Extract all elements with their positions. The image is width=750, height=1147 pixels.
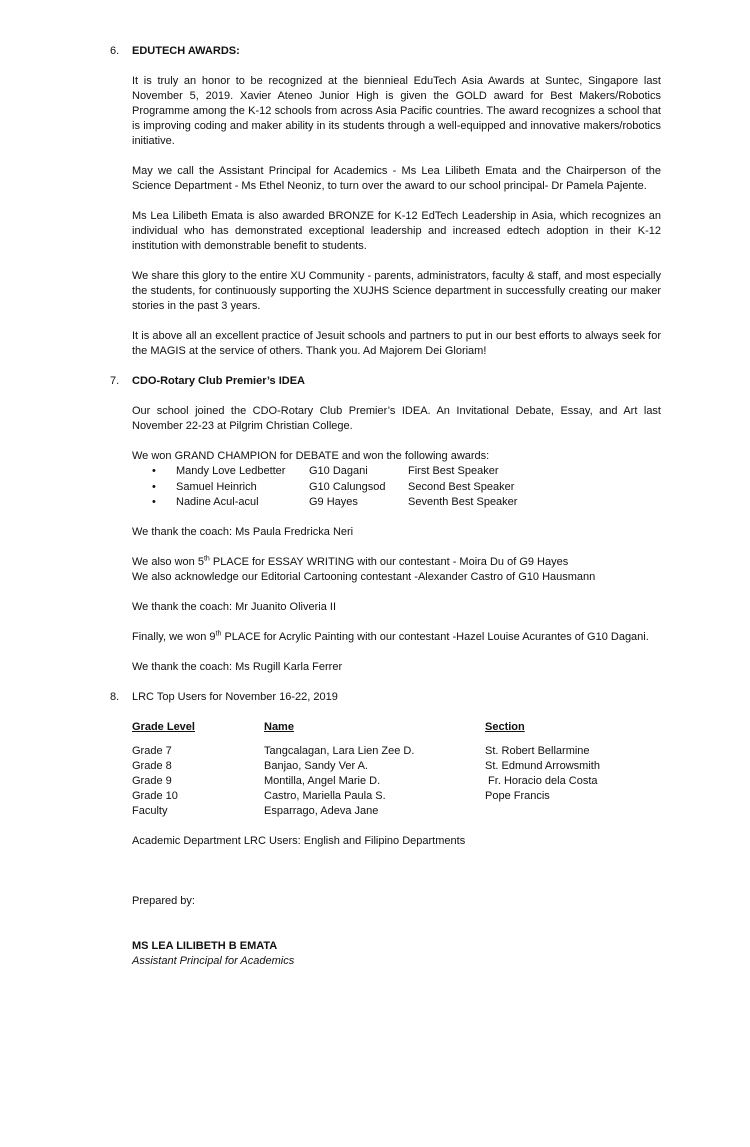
section-6-paragraph-3: Ms Lea Lilibeth Emata is also awarded BRONZE for K-12 EdTech Leadership in Asia, which recognizes an individual who has demonstrated exceptional leadership and increased edtech adoption in their K-12 institution with demonstrable benefit to students. [132,210,661,252]
essay-text-a: We also won 5 [132,556,204,568]
section-6-paragraph-1: It is truly an honor to be recognized at the biennieal EduTech Asia Awards at Suntec, Singapore last November 5, 2019. Xavier Ateneo Junior High is given the GOLD award for Best Makers/Robotics Programme among the K-12 schools from across Asia Pacific countries. The award recognizes a school that is improving coding and maker ability in its students through a well-equipped and innovative makers/robotics initiative. [132,75,661,147]
essay-superscript: th [203,555,210,563]
winner-section: G9 Hayes [309,496,358,508]
painting-text-a: Finally, we won 9 [132,631,216,643]
section-6-paragraph-5: It is above all an excellent practice of Jesuit schools and partners to put in our best efforts to always seek for the MAGIS at the service of others. Thank you. Ad Majorem Dei Gloriam! [132,330,661,357]
row-name: Tangcalagan, Lara Lien Zee D. [264,745,415,757]
essay-text-b: PLACE for ESSAY WRITING with our contestant - Moira Du of G9 Hayes [209,556,569,568]
section-7-number: 7. [110,375,120,387]
section-8-number: 8. [110,691,120,703]
row-grade: Faculty [132,805,168,817]
section-6-number: 6. [110,45,120,57]
painting-text-b: PLACE for Acrylic Painting with our contestant -Hazel Louise Acurantes of G10 Dagani. [221,631,649,643]
painting-superscript: th [215,630,222,638]
row-grade: Grade 8 [132,760,172,772]
row-name: Montilla, Angel Marie D. [264,775,381,787]
prepared-by-label: Prepared by: [132,895,195,907]
section-6-paragraph-4: We share this glory to the entire XU Community - parents, administrators, faculty & staff, and most especially the students, for continuously supporting the XUJHS Science department in successfully creating our maker stories in the past 3 years. [132,270,661,312]
bullet-icon: • [152,481,156,493]
debate-coach: We thank the coach: Ms Paula Fredricka Neri [132,526,354,538]
section-7-title: CDO-Rotary Club Premier’s IDEA [132,375,305,387]
header-section: Section [485,721,525,733]
painting-coach: We thank the coach: Ms Rugill Karla Ferrer [132,661,343,673]
painting-result [132,630,649,645]
winner-section: G10 Dagani [309,465,368,477]
essay-result [132,555,568,570]
row-section: St. Robert Bellarmine [485,745,590,757]
winner-name: Samuel Heinrich [176,481,257,493]
row-name: Esparrago, Adeva Jane [264,805,379,817]
section-8-title: LRC Top Users for November 16-22, 2019 [132,691,338,703]
essay-coach: We thank the coach: Mr Juanito Oliveria II [132,601,336,613]
row-section: Pope Francis [485,790,550,802]
debate-intro: We won GRAND CHAMPION for DEBATE and won the following awards: [132,450,490,462]
row-name: Castro, Mariella Paula S. [264,790,386,802]
winner-name: Nadine Acul-acul [176,496,259,508]
section-6-title: EDUTECH AWARDS: [132,45,240,57]
winner-section: G10 Calungsod [309,481,386,493]
row-grade: Grade 9 [132,775,172,787]
row-name: Banjao, Sandy Ver A. [264,760,368,772]
signatory-name: MS LEA LILIBETH B EMATA [132,940,278,952]
row-grade: Grade 7 [132,745,172,757]
row-grade: Grade 10 [132,790,178,802]
winner-award: Seventh Best Speaker [408,496,518,508]
winner-award: First Best Speaker [408,465,499,477]
header-grade-level: Grade Level [132,721,195,733]
bullet-icon: • [152,465,156,477]
winner-name: Mandy Love Ledbetter [176,465,286,477]
department-lrc-users: Academic Department LRC Users: English and Filipino Departments [132,835,466,847]
winner-award: Second Best Speaker [408,481,515,493]
bullet-icon: • [152,496,156,508]
section-7-paragraph-1: Our school joined the CDO-Rotary Club Premier’s IDEA. An Invitational Debate, Essay, and Art last November 22-23 at Pilgrim Christian College. [132,405,661,432]
row-section: Fr. Horacio dela Costa [485,775,598,787]
cartooning-result: We also acknowledge our Editorial Cartooning contestant -Alexander Castro of G10 Hausmann [132,571,596,583]
signatory-position: Assistant Principal for Academics [132,955,295,967]
section-6-paragraph-2: May we call the Assistant Principal for Academics - Ms Lea Lilibeth Emata and the Chairperson of the Science Department - Ms Ethel Neoniz, to turn over the award to our school principal- Dr Pamela Pajente. [132,165,661,192]
row-section: St. Edmund Arrowsmith [485,760,600,772]
header-name: Name [264,721,294,733]
